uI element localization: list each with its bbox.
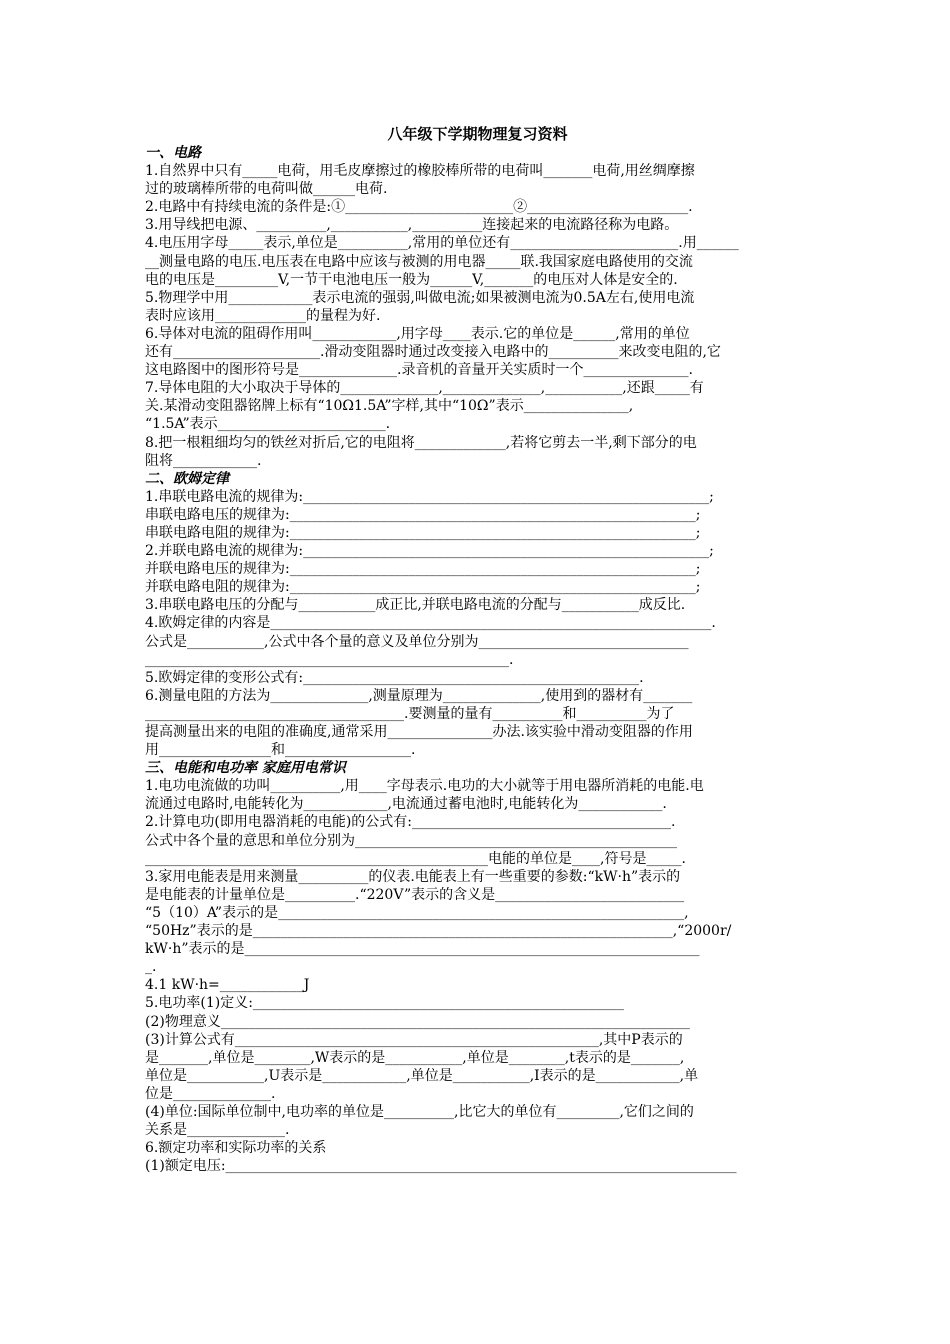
text-line: 6.导体对电流的阻碍作用叫____________,用字母____表示.它的单位是______,常用的单位 <box>145 325 690 342</box>
text-line: 是电能表的计量单位是__________.“220V”表示的含义是___________________________ <box>145 886 685 903</box>
text-line: 4.欧姆定律的内容是_______________________________________________________________. <box>145 615 716 632</box>
text-line: 并联电路电阻的规律为:__________________________________________________________; <box>145 579 701 596</box>
text-line: kW·h”表示的是_________________________________________________________________ <box>145 941 700 958</box>
text-line: 是_______,单位是________,W表示的是___________,单位是________,t表示的是_______, <box>145 1049 685 1066</box>
page-title: 八年级下学期物理复习资料 <box>387 125 568 143</box>
text-line: 6.测量电阻的方法为______________,测量原理为______________,使用到的器材有_______ <box>145 687 693 704</box>
text-line: 流通过电路时,电能转化为____________,电流通过蓄电池时,电能转化为____________. <box>145 796 667 813</box>
text-line: 提高测量出来的电阻的准确度,通常采用_______________办法.该实验中滑动变阻器的作用 <box>145 724 693 740</box>
text-line: 3.家用电能表是用来测量__________的仪表.电能表上有一些重要的参数:“kW·h”表示的 <box>145 868 681 885</box>
text-line: 公式是___________,公式中各个量的意义及单位分别为______________________________ <box>145 633 689 650</box>
text-line: 2.并联电路电流的规律为:__________________________________________________________; <box>145 543 714 560</box>
text-line: 7.导体电阻的大小取决于导体的______________,______________,___________,还跟_____有 <box>145 380 704 397</box>
text-line: 1.自然界中只有_____电荷，用毛皮摩擦过的橡胶棒所带的电荷叫_______电荷,用丝绸摩擦 <box>145 163 695 180</box>
text-line: 6.额定功率和实际功率的关系 <box>145 1140 327 1157</box>
text-line: 1.电功电流做的功叫__________,用____字母表示.电功的大小就等于用电器所消耗的电能.电 <box>145 778 704 795</box>
text-line: 表时应该用_____________的量程为好. <box>145 307 381 324</box>
text-line: (1)额定电压:_________________________________________________________________________ <box>145 1158 737 1175</box>
text-line: 这电路图中的图形符号是______________.录音机的音量开关实质时一个_______________. <box>145 362 693 379</box>
text-line: 单位是___________,U表示是____________,单位是___________,I表示的是____________,单 <box>145 1067 699 1084</box>
text-line: 1.串联电路电流的规律为:__________________________________________________________; <box>145 488 714 505</box>
text-line: 关系是______________. <box>145 1122 290 1139</box>
text-line: 还有_____________________.滑动变阻器时通过改变接入电路中的__________来改变电阻的,它 <box>145 344 721 361</box>
text-line: 4.电压用字母_____表示,单位是__________,常用的单位还有________________________.用______ <box>145 235 739 252</box>
sections-container <box>145 144 810 1175</box>
text-line: “1.5A”表示________________________. <box>145 416 391 433</box>
text-line: 5.物理学中用____________表示电流的强弱,叫做电流;如果被测电流为0.5A左右,使用电流 <box>145 289 695 306</box>
text-line: (4)单位:国际单位制中,电功率的单位是__________,比它大的单位有_________,它们之间的 <box>145 1103 694 1120</box>
text-line: 用________________和__________________. <box>145 742 416 759</box>
text-line: 阻将____________. <box>145 452 262 469</box>
section <box>145 470 810 760</box>
text-line: (3)计算公式有____________________________________________________,其中P表示的 <box>145 1031 683 1048</box>
section-heading: 三、电能和电功率 家庭用电常识 <box>145 760 346 777</box>
text-line: 3.串联电路电压的分配与___________成正比,并联电路电流的分配与___________成反比. <box>145 597 686 614</box>
text-line: _________________________________________________电能的单位是____,符号是_____. <box>145 850 686 867</box>
text-line: 8.把一根粗细均匀的铁丝对折后,它的电阻将_____________,若将它剪去一半,剩下部分的电 <box>145 434 697 451</box>
text-line: (2)物理意义___________________________________________________________________ <box>145 1013 690 1030</box>
section <box>145 144 810 470</box>
text-line: 3.用导线把电源、__________,___________,__________连接起来的电流路径称为电路。 <box>145 217 679 234</box>
text-line: 位是______________. <box>145 1085 276 1102</box>
text-line: 5.电功率(1)定义:_____________________________________________________ <box>145 995 624 1012</box>
text-line: __测量电路的电压.电压表在电路中应该与被测的用电器_____联.我国家庭电路使用的交流 <box>145 253 693 270</box>
text-line: _____________________________________.要测量的量有__________和__________为了 <box>145 705 675 722</box>
text-line: 电的电压是_________V,一节干电池电压一般为______V,_______的电压对人体是安全的. <box>145 271 678 288</box>
text-line: 2.电路中有持续电流的条件是:①________________________②_______________________. <box>145 199 693 216</box>
section-heading: 二、欧姆定律 <box>145 470 229 487</box>
text-line: 公式中各个量的意思和单位分别为______________________________________________ <box>145 832 677 849</box>
text-line: ____________________________________________________. <box>145 651 514 668</box>
text-line: 串联电路电阻的规律为:__________________________________________________________; <box>145 524 701 541</box>
text-line: 4.1 kW·h=____________J <box>145 977 310 994</box>
text-line: 5.欧姆定律的变形公式有:________________________________________________. <box>145 669 644 686</box>
section <box>145 759 810 1175</box>
text-line: 并联电路电压的规律为:__________________________________________________________; <box>145 561 701 578</box>
text-line: 关.某滑动变阻器铭牌上标有“10Ω1.5A”字样,其中“10Ω”表示_______________, <box>145 398 634 415</box>
text-line: _. <box>145 959 157 976</box>
text-line: “50Hz”表示的是____________________________________________________________,“2000r/ <box>145 923 732 940</box>
section-heading: 一、电路 <box>145 145 201 161</box>
document-page <box>145 124 810 1175</box>
text-line: 过的玻璃棒所带的电荷叫做______电荷. <box>145 181 388 198</box>
text-line: “5（10）A”表示的是__________________________________________________________, <box>145 904 689 921</box>
text-line: 2.计算电功(即用电器消耗的电能)的公式有:_____________________________________. <box>145 814 676 831</box>
text-line: 串联电路电压的规律为:__________________________________________________________; <box>145 506 701 523</box>
